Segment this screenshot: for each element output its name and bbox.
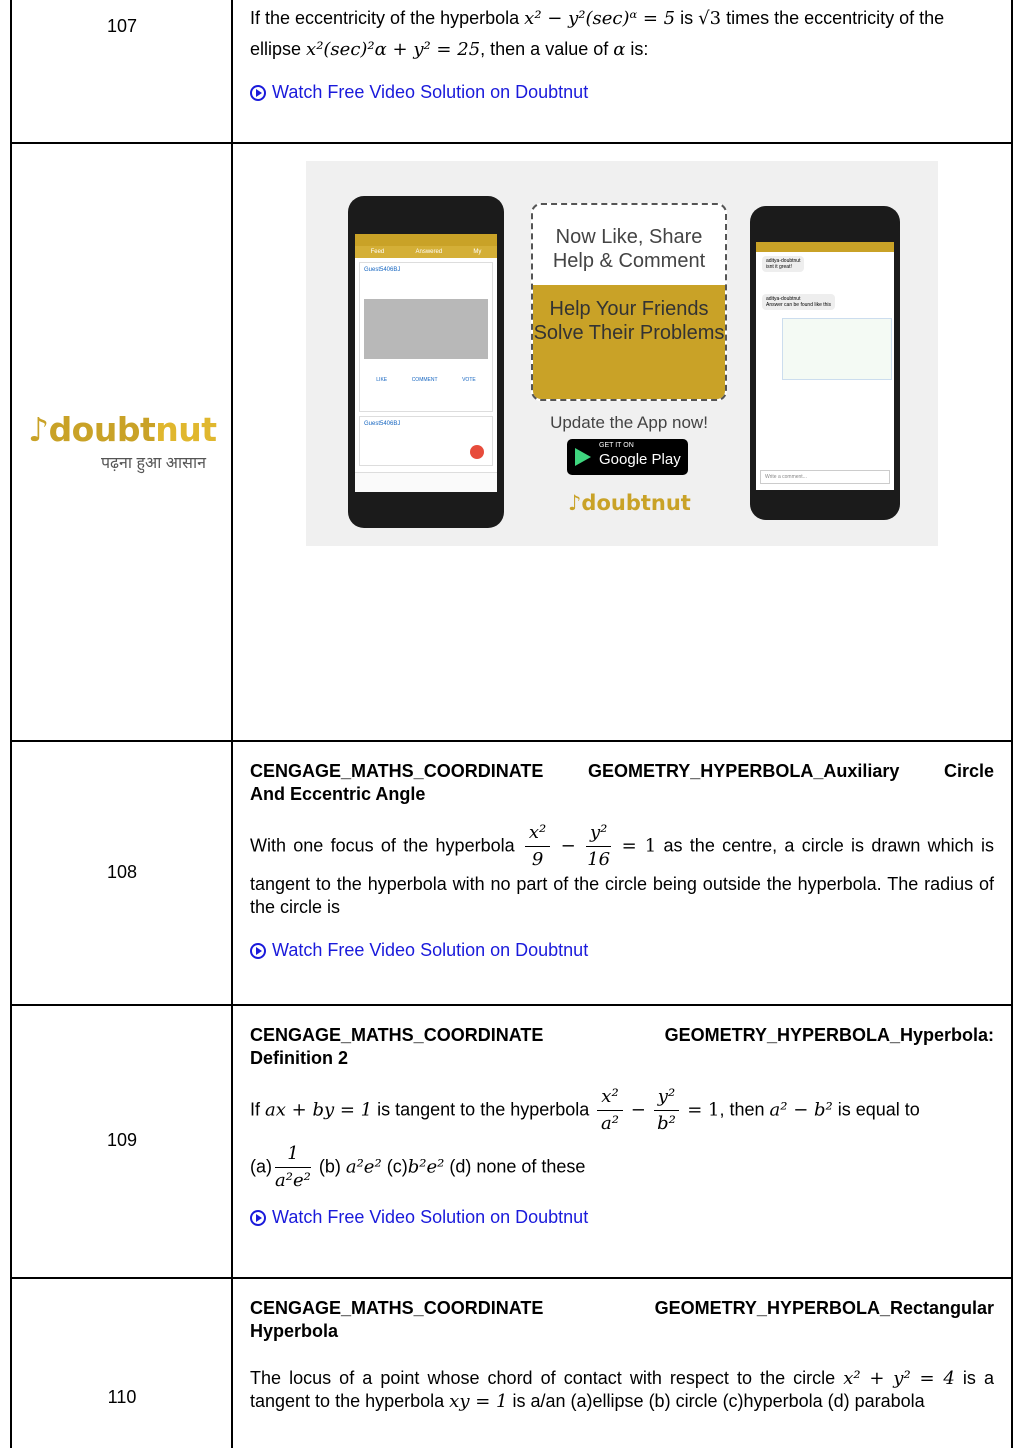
question-number: 109	[106, 1130, 138, 1150]
status-bar	[756, 242, 894, 252]
question-text: If ax + by = 1 is tangent to the hyperbola $\frac{\text{x²}}{\text{a²}}$ − $\frac{\text{y²}}{\text{b²}}$ = 1, then a² − b² is equal to	[250, 1084, 994, 1137]
question-cell	[250, 3, 994, 107]
table-row-110	[12, 1279, 1012, 1448]
math-expression: x²(sec)²α + y² = 25	[306, 39, 481, 60]
question-heading: CENGAGE_MATHS_COORDINATE GEOMETRY_HYPERBOLA_Hyperbola: Definition 2	[250, 1025, 994, 1068]
feed-card	[359, 262, 493, 412]
question-number: 107	[106, 16, 138, 36]
phone-screen	[355, 234, 497, 492]
fraction: $\frac{1}{\text{a²e²}}$	[275, 1143, 311, 1191]
status-bar	[355, 234, 497, 246]
answer-options: (a) $\frac{1}{\text{a²e²}}$ (b) a²e² (c)b²e² (d) none of these	[250, 1141, 994, 1194]
feed-tabs: Feed Answered My	[355, 246, 497, 258]
table-row-107	[12, 0, 1012, 142]
answer-image	[782, 318, 892, 380]
watch-video-link[interactable]: Watch Free Video Solution on Doubtnut	[250, 939, 588, 962]
question-cell	[250, 760, 994, 965]
user-name: Guest5406BJ	[364, 267, 401, 273]
question-cell	[250, 1297, 994, 1413]
math-expression: √3	[698, 8, 722, 29]
watch-video-link[interactable]: Watch Free Video Solution on Doubtnut	[250, 81, 588, 104]
fraction: $\frac{\text{y²}}{\text{b²}}$	[654, 1084, 679, 1137]
math-expression: x² − y²(sec)ᵅ = 5	[524, 8, 676, 29]
bottom-nav	[355, 472, 497, 492]
table-row-109	[12, 1006, 1012, 1277]
fraction: $\frac{\text{x²}}{9}$	[525, 820, 550, 873]
question-number: 110	[107, 1387, 137, 1407]
chat-bubble: aditya-doubtnut Answer can be found like this	[762, 294, 835, 310]
table-row-108	[12, 742, 1012, 1004]
math-expression: ax + by = 1	[265, 1099, 373, 1121]
doubtnut-logo: ♪doubtnut पढ़ना हुआ आसान	[28, 410, 217, 472]
action-bar: LIKE COMMENT VOTE	[376, 377, 476, 383]
fraction: $\frac{\text{y²}}{16}$	[587, 822, 611, 870]
app-promo-banner[interactable]	[306, 161, 938, 546]
question-number: 108	[106, 862, 138, 882]
question-heading: CENGAGE_MATHS_COORDINATE GEOMETRY_HYPERBOLA_Rectangular Hyperbola	[250, 1298, 994, 1341]
chat-bubble: aditya-doubtnut isnt it great!	[762, 256, 804, 272]
math-expression: a² − b²	[769, 1099, 833, 1121]
logo-tagline: पढ़ना हुआ आसान	[100, 455, 206, 472]
question-image	[364, 299, 488, 359]
play-circle-icon	[250, 1210, 266, 1226]
google-play-icon	[575, 448, 591, 466]
phone-mockup-right	[750, 206, 900, 520]
question-text: With one focus of the hyperbola $\frac{\text{x²}}{9}$ − $\frac{\text{y²}}{16}$ = 1 as the centre, a circle is drawn which is tangent to the hyperbola with no part of the circle being outside the hyperbola. The radius of the circle is	[250, 822, 994, 917]
question-heading: CENGAGE_MATHS_COORDINATE GEOMETRY_HYPERBOLA_Auxiliary Circle And Eccentric Angle	[250, 761, 994, 804]
banner-brand-logo: ♪doubtnut	[568, 491, 691, 515]
question-text: If the eccentricity of the hyperbola x² − y²(sec)ᵅ = 5 is √3 times the eccentricity of the ellipse x²(sec)²α + y² = 25, then a value of α is:	[250, 8, 945, 60]
comment-input: Write a comment...	[760, 470, 890, 484]
fab-button-icon	[470, 445, 484, 459]
promo-message-box	[531, 203, 727, 401]
phone-screen	[756, 242, 894, 490]
play-circle-icon	[250, 943, 266, 959]
play-circle-icon	[250, 85, 266, 101]
math-expression: xy = 1	[449, 1391, 508, 1412]
watch-video-link[interactable]: Watch Free Video Solution on Doubtnut	[250, 1206, 588, 1229]
update-app-text: Update the App now!	[550, 413, 708, 432]
promo-subheadline: Help Your Friends Solve Their Problems	[533, 285, 725, 401]
music-note-icon: ♪	[28, 410, 49, 449]
feed-card: Guest5406BJ	[359, 416, 493, 466]
phone-mockup-left	[348, 196, 504, 528]
promo-headline: Now Like, Share Help & Comment	[552, 226, 706, 272]
fraction: $\frac{\text{x²}}{\text{a²}}$	[597, 1084, 622, 1137]
google-play-badge[interactable]: GET IT ON Google Play	[567, 439, 688, 475]
math-expression: x² + y² = 4	[843, 1368, 955, 1389]
question-cell	[250, 1024, 994, 1232]
question-text: The locus of a point whose chord of contact with respect to the circle x² + y² = 4 is a tangent to the hyperbola xy = 1 is a/an (a)ellipse (b) circle (c)hyperbola (d) parabola	[250, 1368, 994, 1412]
math-expression: α	[613, 39, 626, 60]
